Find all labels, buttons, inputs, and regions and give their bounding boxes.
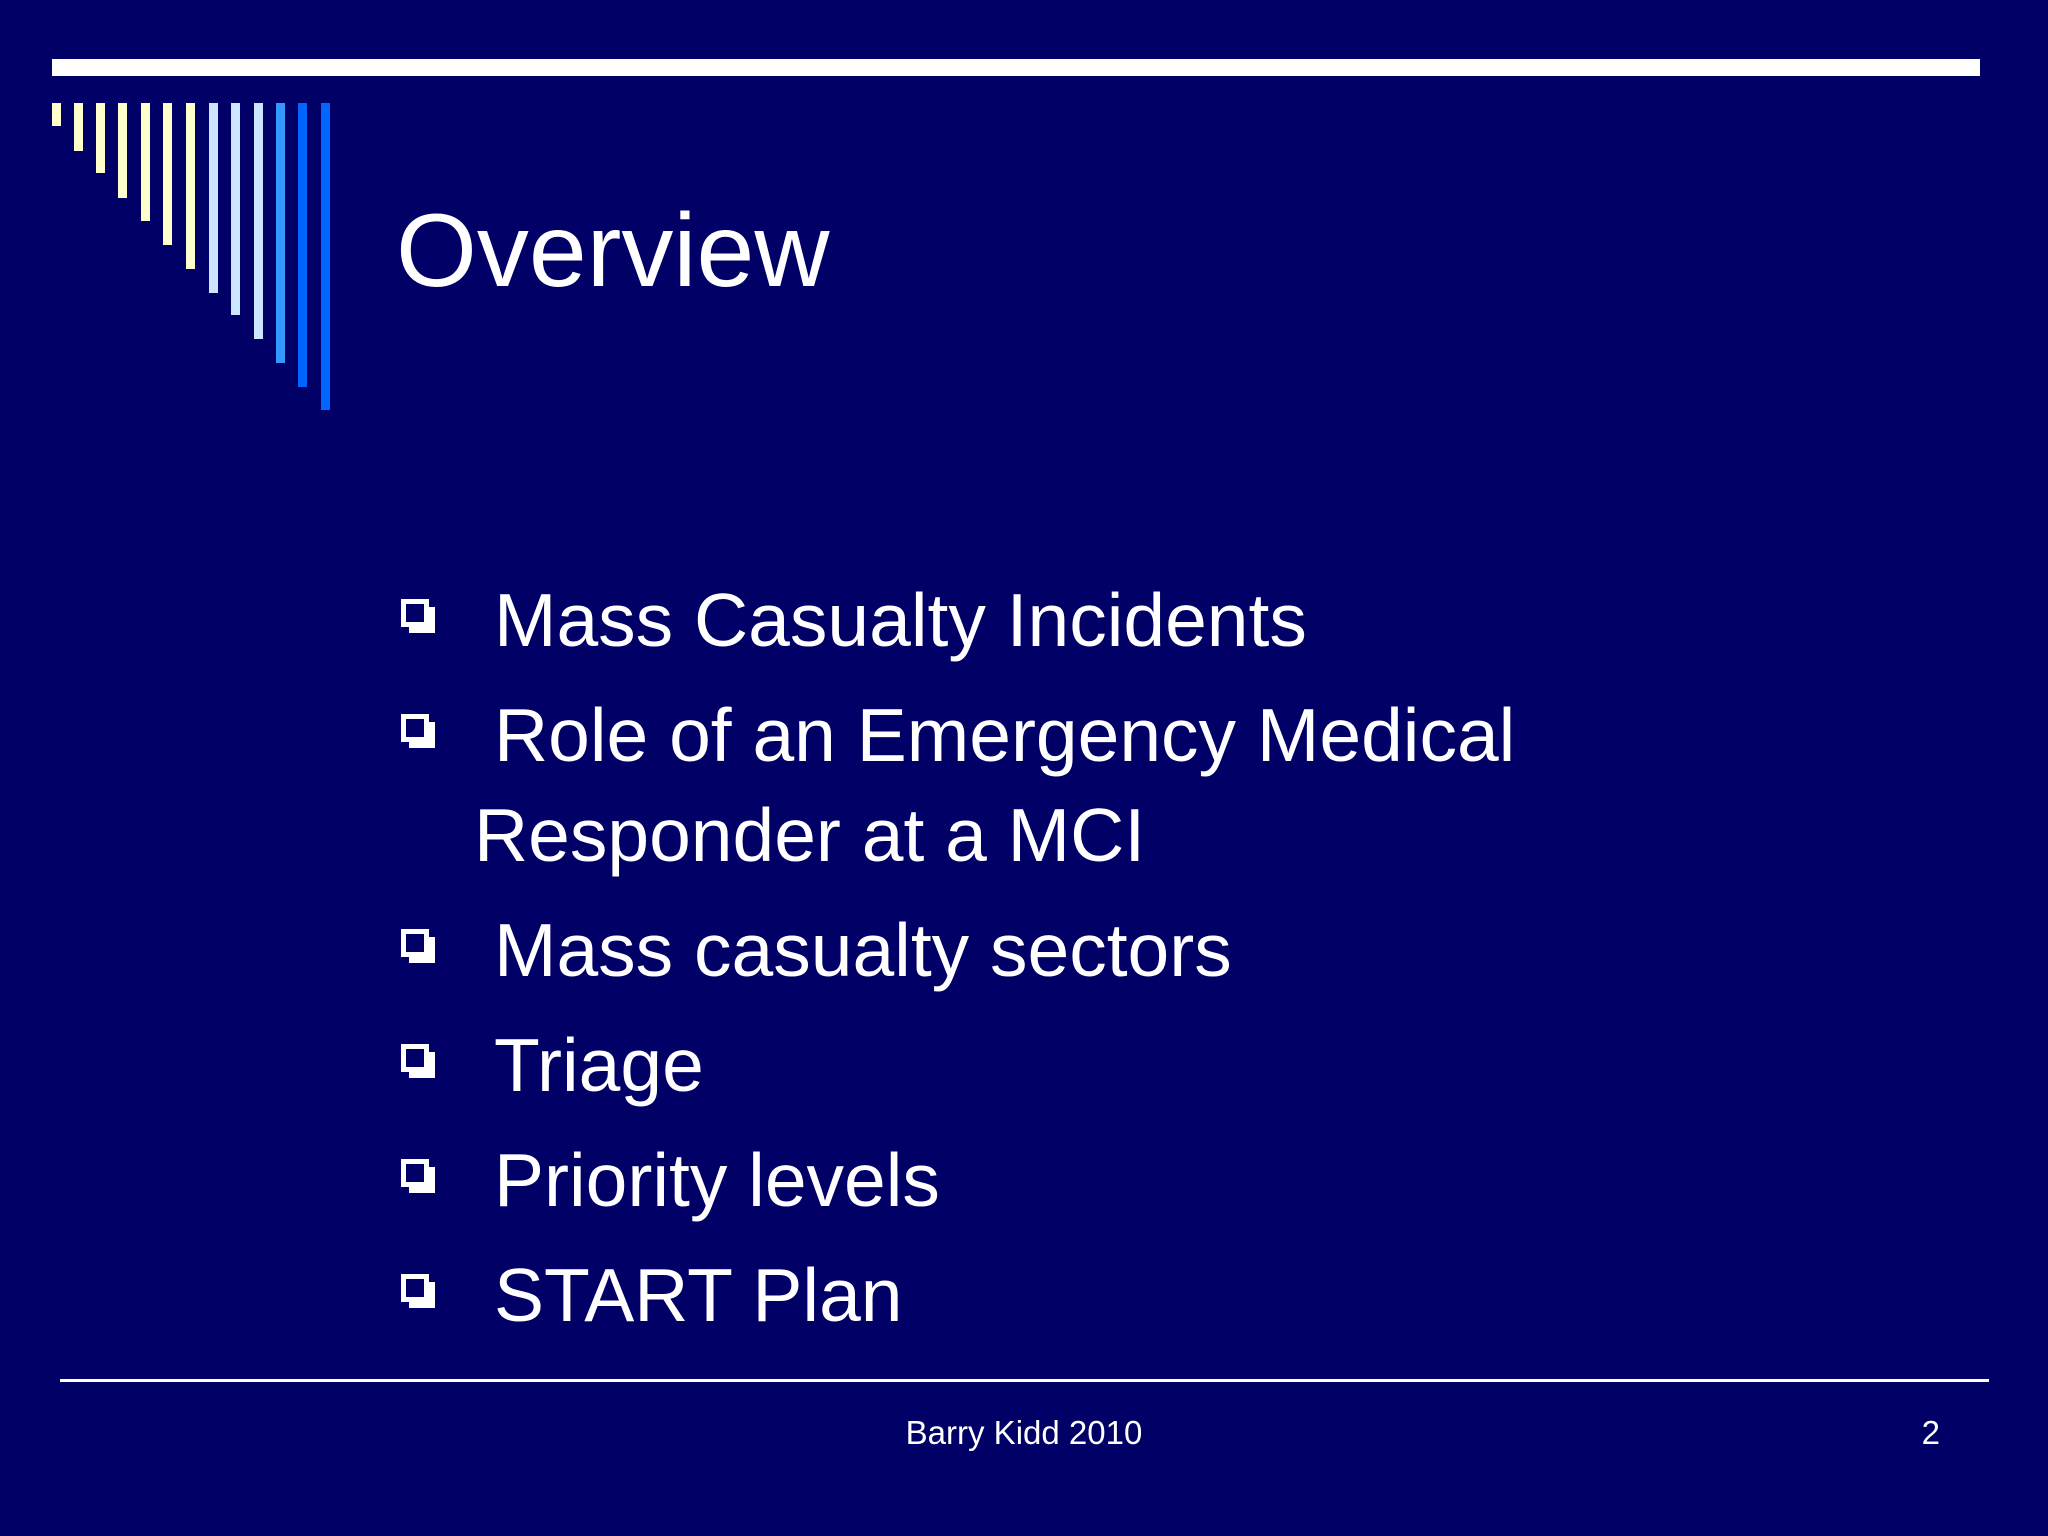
bullet-text: Priority levels — [494, 1138, 940, 1222]
bullet-list — [396, 570, 1956, 1360]
list-item — [396, 1245, 1956, 1345]
list-item — [396, 685, 1956, 885]
slide-title: Overview — [396, 193, 830, 309]
footer-text: Barry Kidd 2010 — [905, 1414, 1143, 1451]
checkbox-square-icon — [401, 1274, 435, 1308]
bullet-text: Mass Casualty Incidents — [494, 578, 1307, 662]
list-item — [396, 900, 1956, 1000]
slide-number: 2 — [1921, 1414, 1940, 1451]
footer-rule — [60, 1379, 1989, 1382]
checkbox-square-icon — [401, 929, 435, 963]
list-item — [396, 1015, 1956, 1115]
checkbox-square-icon — [401, 1159, 435, 1193]
list-item — [396, 1130, 1956, 1230]
bullet-text: START Plan — [494, 1253, 903, 1337]
checkbox-square-icon — [401, 714, 435, 748]
bullet-text: Mass casualty sectors — [494, 908, 1232, 992]
decorative-stripes — [0, 0, 400, 420]
checkbox-square-icon — [401, 1044, 435, 1078]
bullet-text: Role of an Emergency Medical Responder at a MCI — [474, 693, 1516, 877]
list-item — [396, 570, 1956, 670]
checkbox-square-icon — [401, 599, 435, 633]
bullet-text: Triage — [494, 1023, 704, 1107]
